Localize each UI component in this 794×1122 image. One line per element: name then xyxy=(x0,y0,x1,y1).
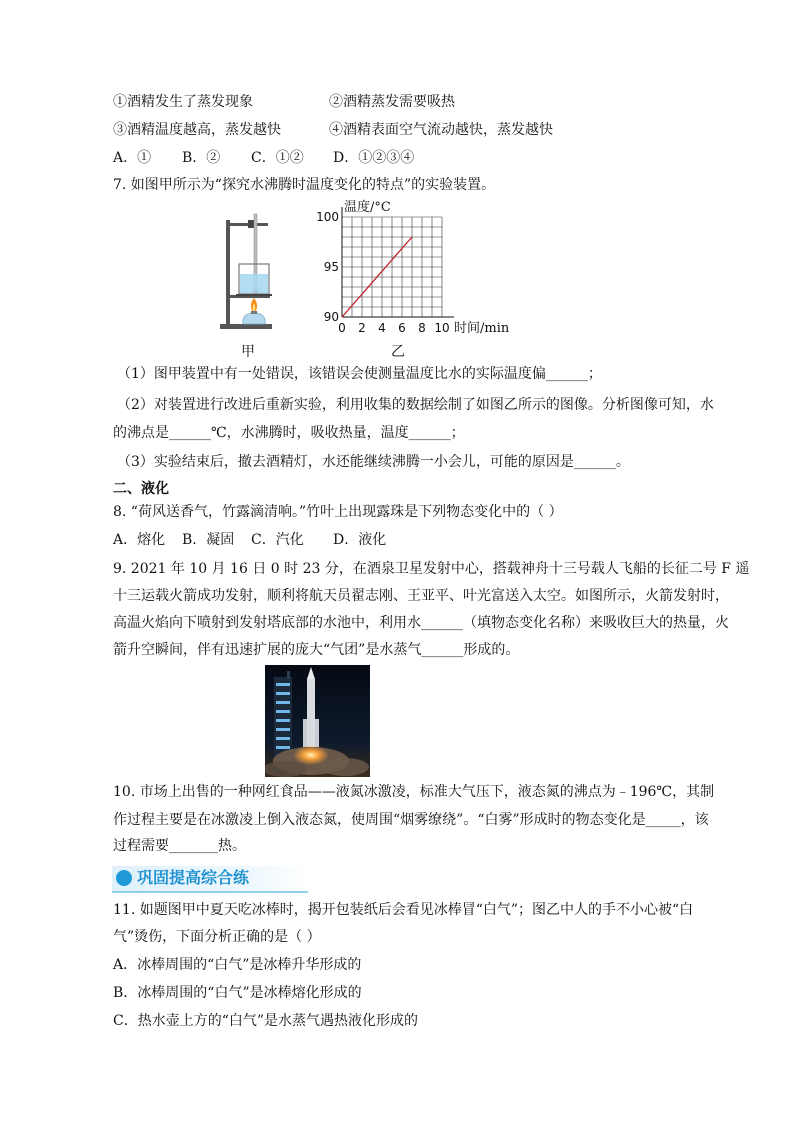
figure-yi-label: 乙 xyxy=(391,344,405,360)
boiling-apparatus-figure xyxy=(218,212,274,332)
q6-statement-3: ③酒精温度越高，蒸发越快 xyxy=(113,122,281,138)
q8-stem: 8. “荷风送香气，竹露滴清响。”竹叶上出现露珠是下列物态变化中的（ ） xyxy=(113,504,563,520)
y-tick-label: 95 xyxy=(323,260,339,274)
section-banner-underline xyxy=(112,891,308,893)
q8-option-c: C．汽化 xyxy=(251,532,304,548)
x-tick-label: 2 xyxy=(358,321,366,335)
q9-line-3: 高温火焰向下喷射到发射塔底部的水池中，利用水______（填物态变化名称）来吸收巨大的热量，火 xyxy=(113,615,729,631)
x-tick-label: 8 xyxy=(418,321,426,335)
q6-option-a: A．① xyxy=(113,150,152,166)
q7-part-1: （1）图甲装置中有一处错误，该错误会使测量温度比水的实际温度偏______； xyxy=(117,366,602,382)
q8-option-b: B．凝固 xyxy=(182,532,235,548)
q11-line-2: 气”烫伤，下面分析正确的是（ ） xyxy=(113,929,321,945)
alcohol-lamp xyxy=(243,313,265,324)
y-tick-label: 100 xyxy=(316,210,339,224)
q6-option-c: C．①② xyxy=(251,150,304,166)
q6-statement-1: ①酒精发生了蒸发现象 xyxy=(113,94,253,110)
q11-option-a: A．冰棒周围的“白气”是冰棒升华形成的 xyxy=(113,957,362,973)
water xyxy=(240,274,268,294)
figure-jia-label: 甲 xyxy=(241,344,255,360)
q6-statement-2: ②酒精蒸发需要吸热 xyxy=(329,94,455,110)
q7-part-2-line-1: （2）对装置进行改进后重新实验，利用收集的数据绘制了如图乙所示的图像。分析图像可知，水 xyxy=(117,397,714,413)
stand-pole xyxy=(226,220,230,326)
section-title-liquefaction: 二、液化 xyxy=(113,481,169,497)
q10-line-2: 作过程主要是在冰激凌上倒入液态氮，使周围“烟雾缭绕”。“白雾”形成时的物态变化是_____，该 xyxy=(113,812,709,828)
x-tick-label: 10 xyxy=(434,321,450,335)
q10-line-3: 过程需要_______热。 xyxy=(113,838,246,854)
q6-option-b: B．② xyxy=(182,150,221,166)
x-tick-label: 0 xyxy=(338,321,346,335)
q9-line-4: 箭升空瞬间，伴有迅速扩展的庞大“气团”是水蒸气______形成的。 xyxy=(113,642,520,658)
q8-option-d: D．液化 xyxy=(333,532,387,548)
section-banner-title: 巩固提高综合练 xyxy=(137,868,250,887)
bullet-dot-icon xyxy=(116,870,132,886)
temperature-time-chart xyxy=(310,196,515,348)
q11-option-c: C．热水壶上方的“白气”是水蒸气遇热液化形成的 xyxy=(113,1013,419,1029)
q7-part-3: （3）实验结束后，撤去酒精灯，水还能继续沸腾一小会儿，可能的原因是______。 xyxy=(117,454,630,470)
x-axis-label: 时间/min xyxy=(454,321,510,336)
q7-part-2-line-2: 的沸点是______℃，水沸腾时，吸收热量，温度______； xyxy=(113,425,465,441)
y-axis-label: 温度/°C xyxy=(344,200,391,215)
q9-line-1: 9. 2021 年 10 月 16 日 0 时 23 分，在酒泉卫星发射中心，搭载神舟十三号载人飞船的长征二号 F 遥 xyxy=(113,561,750,577)
rocket-launch-photo xyxy=(265,665,370,777)
x-tick-label: 6 xyxy=(398,321,406,335)
q7-stem: 7. 如图甲所示为“探究水沸腾时温度变化的特点”的实验装置。 xyxy=(113,177,496,193)
q8-option-a: A．熔化 xyxy=(113,532,166,548)
x-tick-label: 4 xyxy=(378,321,386,335)
q11-option-b: B．冰棒周围的“白气”是冰棒熔化形成的 xyxy=(113,985,362,1001)
q10-line-1: 10. 市场上出售的一种网红食品——液氮冰激凌，标准大气压下，液态氮的沸点为﹣196℃，其制 xyxy=(113,784,715,800)
q6-option-d: D．①②③④ xyxy=(333,150,415,166)
q11-line-1: 11. 如题图甲中夏天吃冰棒时，揭开包装纸后会看见冰棒冒“白气”；图乙中人的手不小心被“白 xyxy=(113,902,694,918)
q9-line-2: 十三运载火箭成功发射，顺利将航天员翟志刚、王亚平、叶光富送入太空。如图所示，火箭发射时， xyxy=(113,588,729,604)
y-tick-label: 90 xyxy=(323,310,339,324)
q6-statement-4: ④酒精表面空气流动越快，蒸发越快 xyxy=(329,122,553,138)
